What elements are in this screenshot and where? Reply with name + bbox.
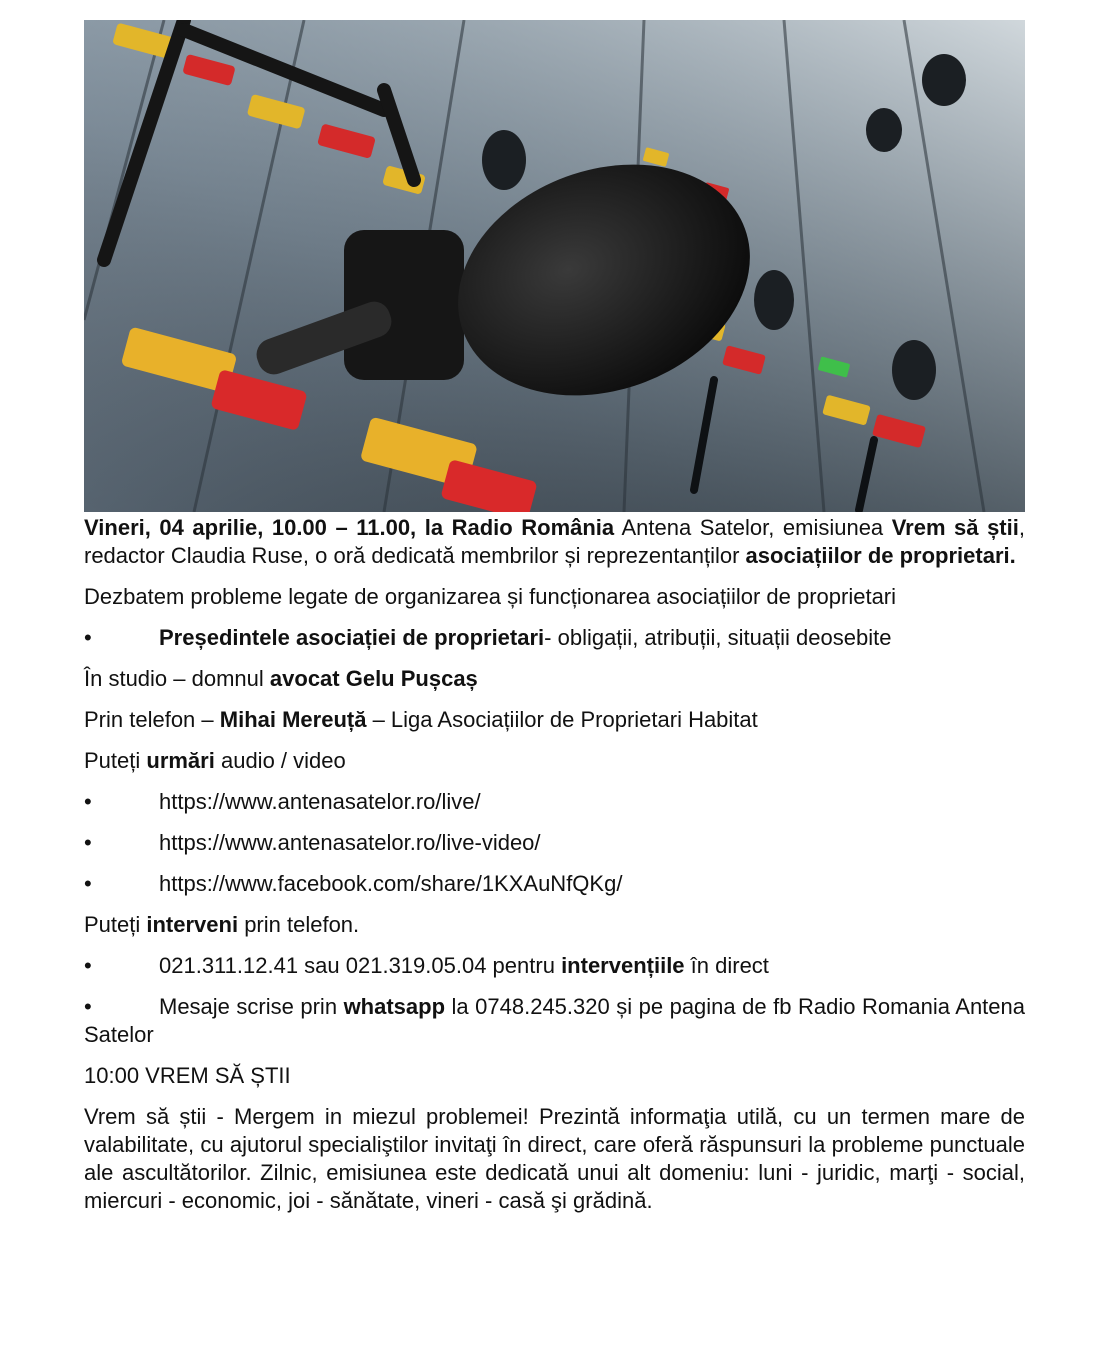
phone-numbers-text-1: 021.311.12.41 sau 021.319.05.04 pentru [159, 953, 562, 978]
link-live[interactable]: https://www.antenasatelor.ro/live/ [159, 789, 481, 814]
schedule-title: 10:00 VREM SĂ ȘTII [84, 1063, 291, 1088]
intervene-bold: interveni [146, 912, 239, 937]
studio-microphone-photo [84, 20, 1025, 512]
link-item [84, 829, 1025, 857]
whatsapp-text-1: Mesaje scrise prin [159, 994, 344, 1019]
follow-text-1: Puteți [84, 748, 147, 773]
studio-guest-name: avocat Gelu Pușcaș [269, 666, 478, 691]
bullet-marker: • [84, 871, 92, 896]
bullet-marker: • [84, 994, 92, 1019]
microphone-mixer-illustration [84, 20, 1025, 512]
audience-name: asociațiilor de proprietari [745, 543, 1010, 568]
topic-bullet-text: - obligații, atribuții, situații deosebite [544, 625, 892, 650]
follow-text-2: audio / video [214, 748, 346, 773]
studio-text: În studio – domnul [84, 666, 270, 691]
bullet-marker: • [84, 625, 92, 650]
document-page [84, 20, 1025, 1215]
link-live-video[interactable]: https://www.antenasatelor.ro/live-video/ [159, 830, 541, 855]
follow-bold: urmări [146, 748, 215, 773]
intervene-line [84, 911, 1025, 939]
phone-numbers-text-2: în direct [684, 953, 769, 978]
phone-guest-text-1: Prin telefon – [84, 707, 220, 732]
phone-numbers-bullet [84, 952, 1025, 980]
link-facebook[interactable]: https://www.facebook.com/share/1KXAuNfQKg/ [159, 871, 623, 896]
bullet-marker: • [84, 953, 92, 978]
whatsapp-bullet [84, 993, 1025, 1049]
topic-line: Dezbatem probleme legate de organizarea și funcționarea asociațiilor de proprietari [84, 584, 897, 609]
intro-text-2: , redactor Claudia Ruse, o oră dedicată membrilor și reprezentanților [84, 515, 1025, 568]
intervene-text-1: Puteți [84, 912, 147, 937]
whatsapp-text-2: la 0748.245.320 și pe pagina de fb Radio Romania Antena Satelor [84, 994, 1026, 1047]
phone-numbers-bold: intervențiile [561, 953, 685, 978]
phone-guest-name: Mihai Mereuță [219, 707, 367, 732]
intervene-text-2: prin telefon. [238, 912, 360, 937]
phone-guest-line [84, 706, 1025, 734]
link-item [84, 788, 1025, 816]
link-item [84, 870, 1025, 898]
broadcast-date-time: Vineri, 04 aprilie, 10.00 – 11.00, la Radio România [84, 515, 615, 540]
topic-bullet-bold: Președintele asociației de proprietari [159, 625, 545, 650]
intro-text-1: Antena Satelor, emisiunea [614, 515, 892, 540]
show-name: Vrem să știi [891, 515, 1019, 540]
intro-paragraph [84, 514, 1025, 570]
follow-line [84, 747, 1025, 775]
studio-guest-line [84, 665, 1025, 693]
whatsapp-bold: whatsapp [343, 994, 446, 1019]
intro-text-3: . [1009, 543, 1016, 568]
show-description: Vrem să știi - Mergem in miezul problemei! Prezintă informaţia utilă, cu un termen mare de valabilitate, cu ajutorul specialiştilor invitaţi în direct, care oferă răspunsuri la probleme punctuale ale ascultătorilor. Zilnic, emisiunea este dedicată unui alt domeniu: luni - juridic, marţi - social, miercuri - economic, joi - sănătate, vineri - casă şi grădină. [84, 1104, 1025, 1213]
bullet-marker: • [84, 830, 92, 855]
topic-bullet [84, 624, 1025, 652]
bullet-marker: • [84, 789, 92, 814]
phone-guest-text-2: – Liga Asociațiilor de Proprietari Habitat [366, 707, 758, 732]
